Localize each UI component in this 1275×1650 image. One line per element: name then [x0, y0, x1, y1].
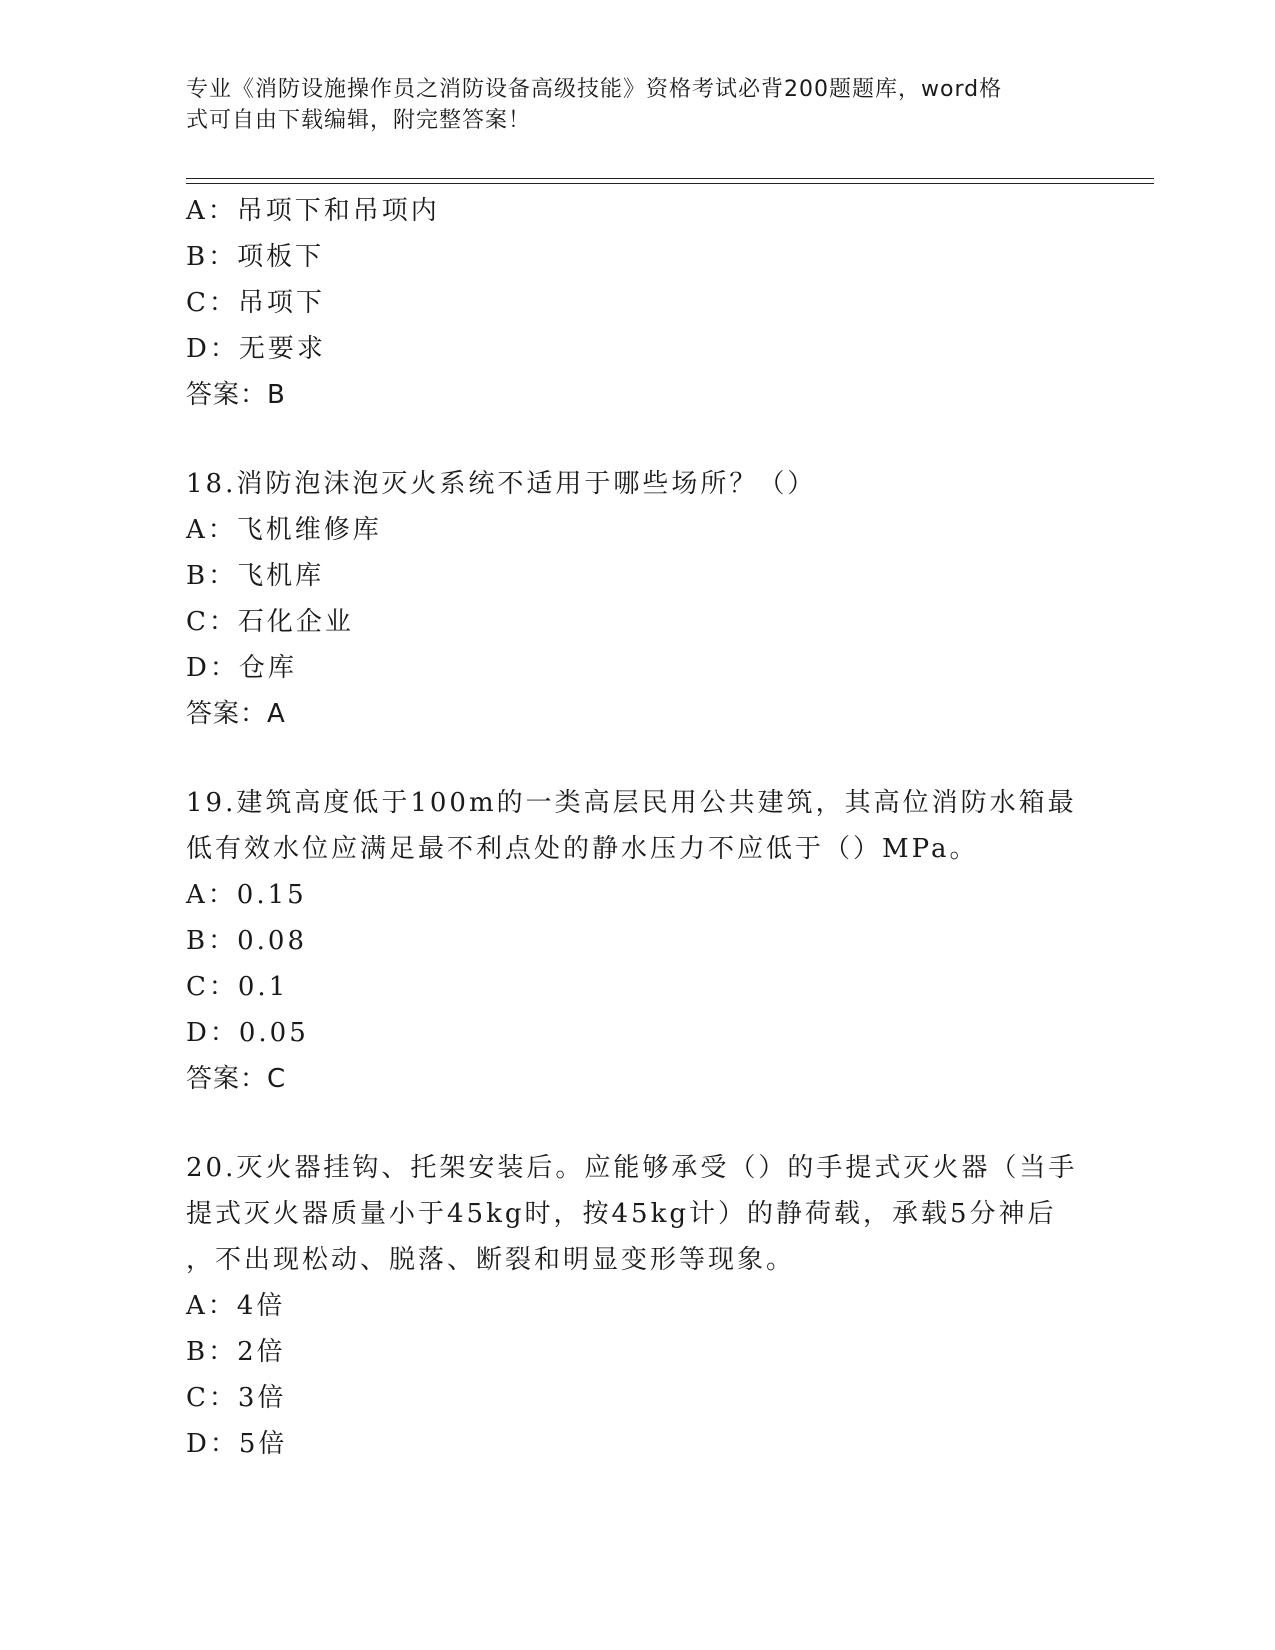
option-b: B：项板下: [186, 242, 325, 272]
option-c: C：吊项下: [186, 288, 325, 318]
question-stem-line-3: ，不出现松动、脱落、断裂和明显变形等现象。: [186, 1245, 796, 1275]
option-b: B：0.08: [186, 926, 307, 956]
header-divider-top: [186, 178, 1154, 179]
document-header: [186, 74, 1066, 136]
question-18: [186, 461, 1086, 737]
option-b: B：2倍: [186, 1337, 286, 1367]
question-19: [186, 780, 1086, 1102]
question-stem-line-2: 低有效水位应满足最不利点处的静水压力不应低于（）MPa。: [186, 834, 979, 864]
option-a: A：吊项下和吊项内: [186, 196, 440, 226]
spacer: [186, 418, 1086, 461]
option-c: C：0.1: [186, 972, 289, 1002]
option-d: D：仓库: [186, 653, 297, 683]
answer-line: 答案：C: [186, 1064, 287, 1094]
question-17: [186, 188, 1086, 418]
option-d: D：5倍: [186, 1429, 288, 1459]
header-divider-bottom: [186, 183, 1154, 184]
option-c: C：石化企业: [186, 607, 354, 637]
option-a: A：飞机维修库: [186, 515, 382, 545]
answer-line: 答案：A: [186, 699, 286, 729]
option-a: A：0.15: [186, 880, 307, 910]
question-20: [186, 1145, 1086, 1467]
question-stem-line-1: 20.灭火器挂钩、托架安装后。应能够承受（）的手提式灭火器（当手: [186, 1153, 1078, 1183]
option-c: C：3倍: [186, 1383, 287, 1413]
spacer: [186, 737, 1086, 780]
question-stem-line-2: 提式灭火器质量小于45kg时，按45kg计）的静荷载，承载5分神后: [186, 1199, 1057, 1229]
option-a: A：4倍: [186, 1291, 286, 1321]
option-d: D：无要求: [186, 334, 326, 364]
question-stem: 18.消防泡沫泡灭火系统不适用于哪些场所？（）: [186, 469, 817, 499]
answer-line: 答案：B: [186, 380, 286, 410]
question-stem-line-1: 19.建筑高度低于100m的一类高层民用公共建筑，其高位消防水箱最: [186, 788, 1077, 818]
spacer: [186, 1102, 1086, 1145]
header-line-1: 专业《消防设施操作员之消防设备高级技能》资格考试必背200题题库，word格: [186, 77, 1003, 102]
option-d: D：0.05: [186, 1018, 309, 1048]
option-b: B：飞机库: [186, 561, 325, 591]
header-line-2: 式可自由下载编辑，附完整答案！: [186, 108, 532, 133]
question-list: [186, 188, 1086, 1467]
